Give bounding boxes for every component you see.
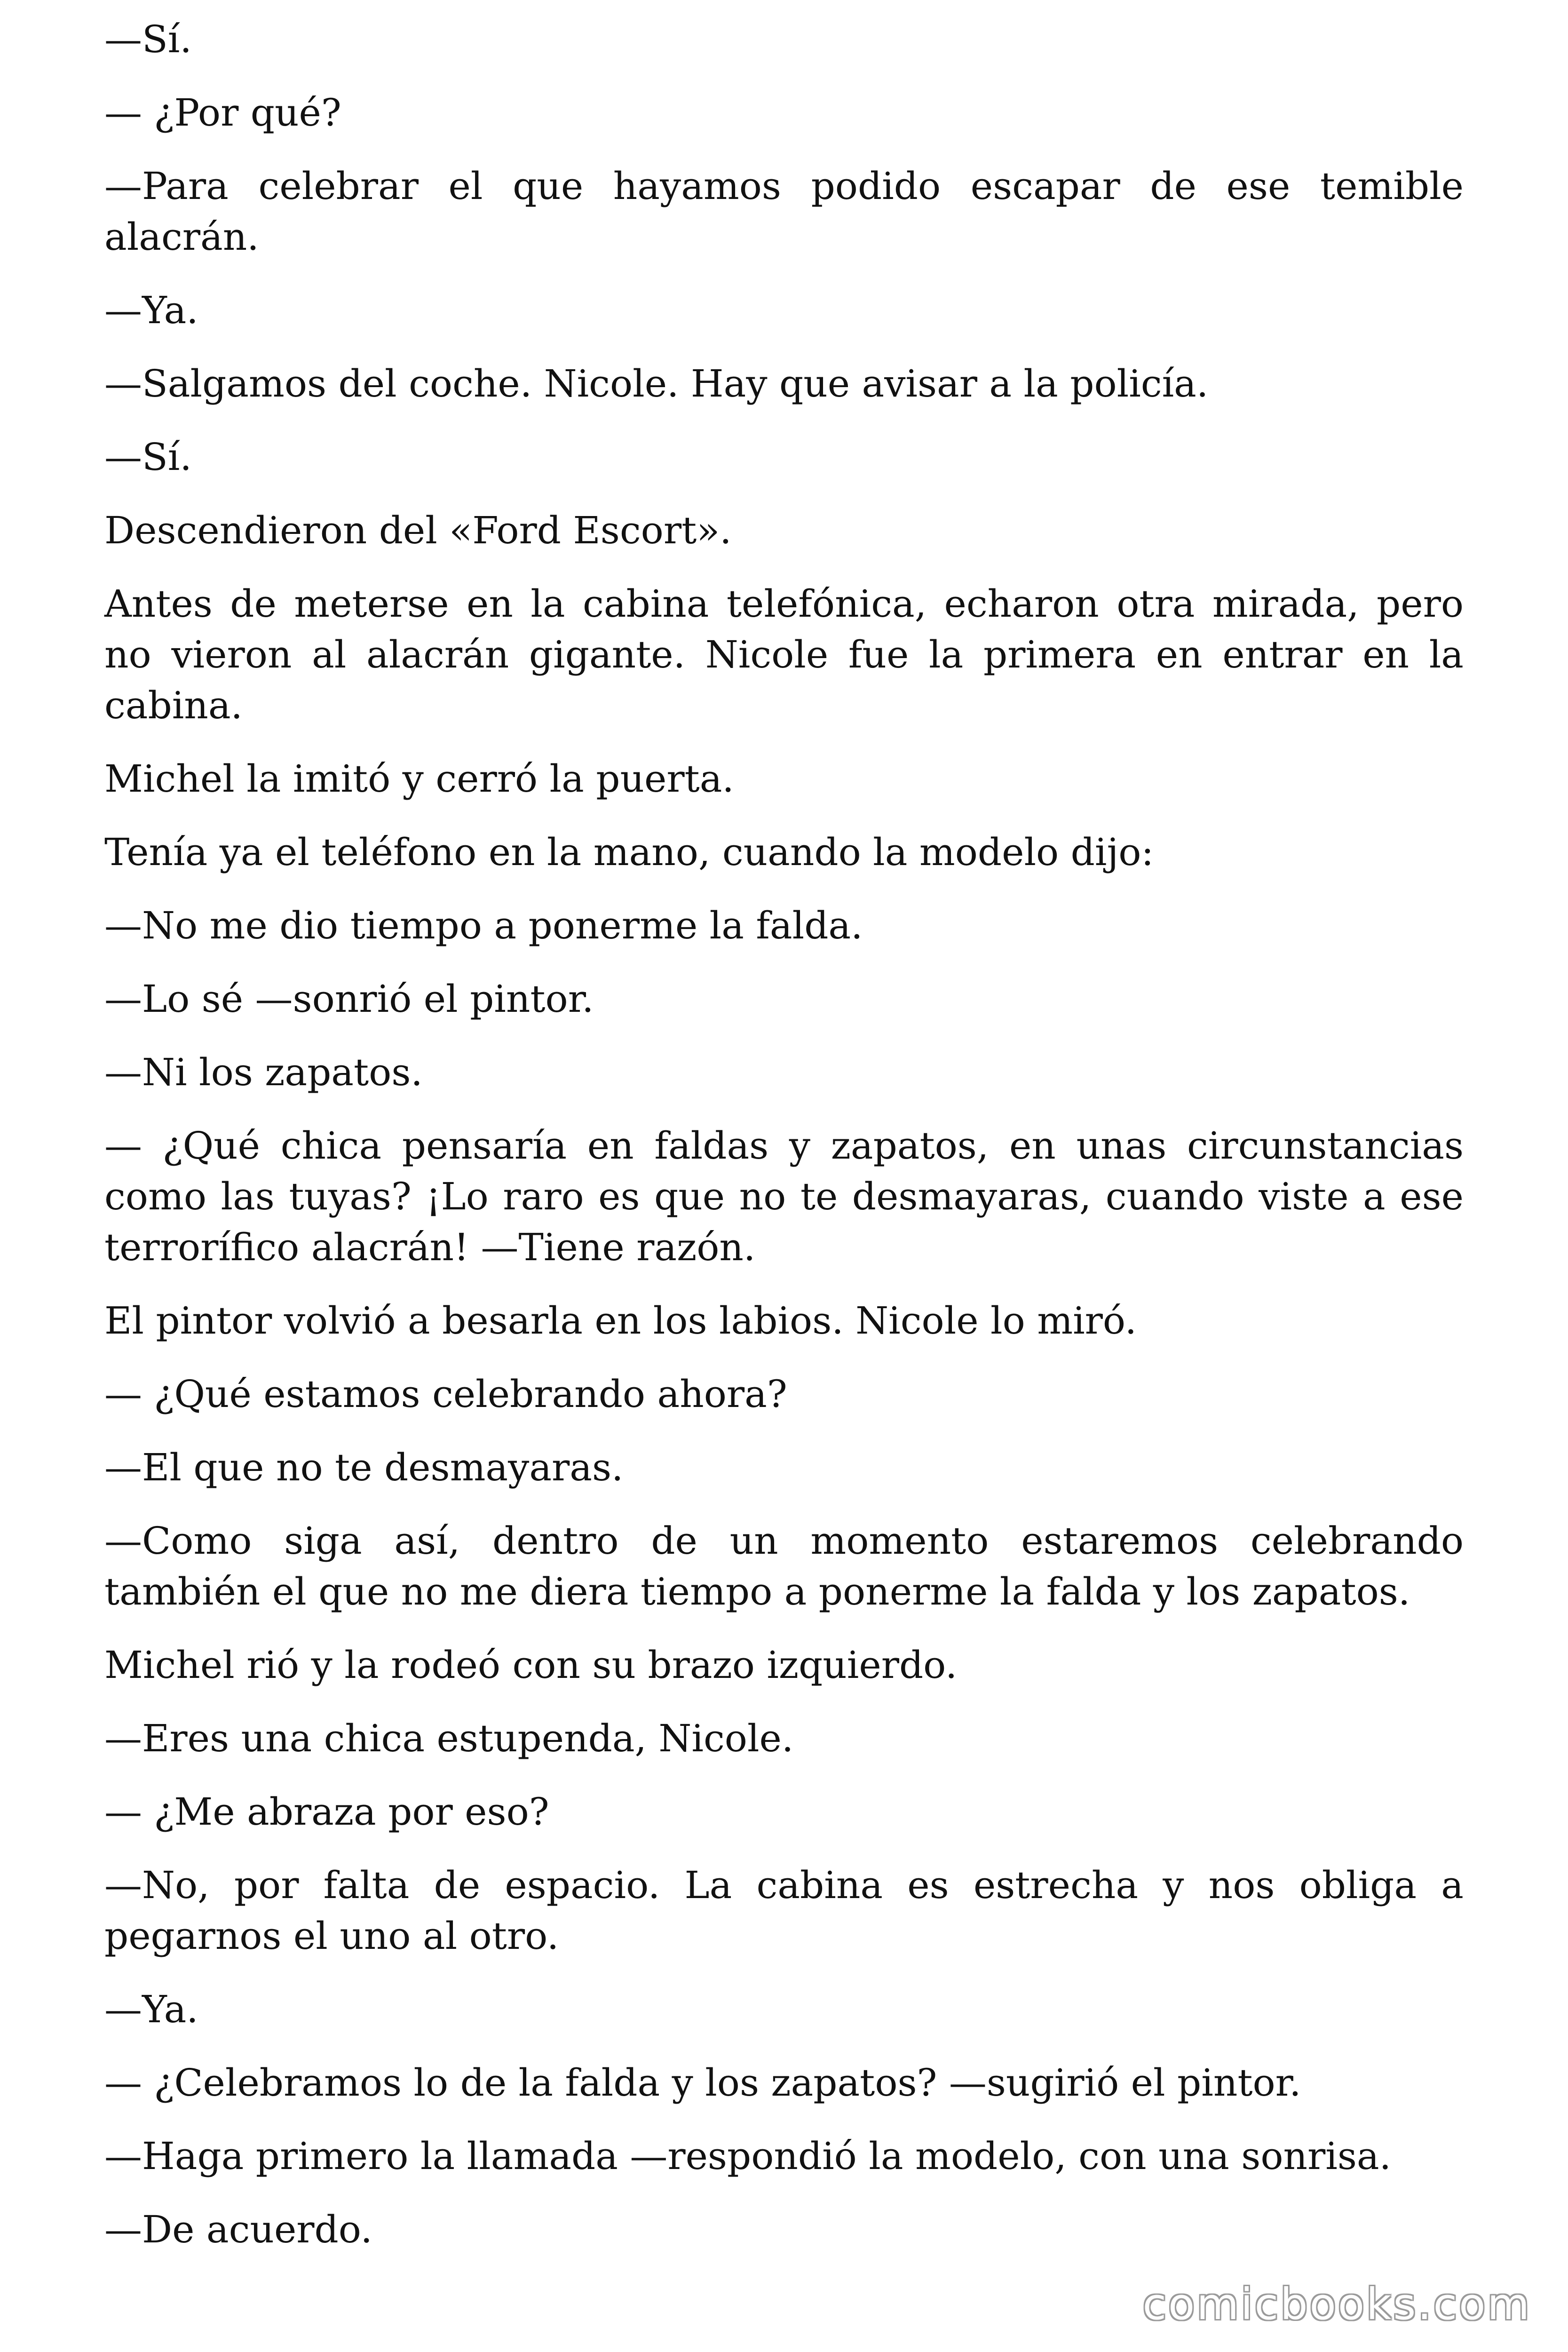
paragraph-24: — ¿Celebramos lo de la falda y los zapatos? —sugirió el pintor. bbox=[104, 2061, 1301, 2105]
paragraph-1: —Sí. bbox=[104, 17, 192, 61]
paragraph-4: —Ya. bbox=[104, 288, 198, 332]
paragraph-21: — ¿Me abraza por eso? bbox=[104, 1790, 549, 1834]
paragraph-18: —Como siga así, dentro de un momento estaremos celebrando también el que no me diera tiempo a ponerme la falda y los zapatos. bbox=[104, 1519, 1464, 1613]
paragraph-7: Descendieron del «Ford Escort». bbox=[104, 509, 732, 552]
paragraph-14: — ¿Qué chica pensaría en faldas y zapatos, en unas circunstancias como las tuyas? ¡Lo raro es que no te desmayaras, cuando viste a ese terrorífico alacrán! —Tiene razón. bbox=[104, 1124, 1464, 1269]
paragraph-6: —Sí. bbox=[104, 435, 192, 479]
paragraph-12: —Lo sé —sonrió el pintor. bbox=[104, 977, 594, 1021]
paragraph-8: Antes de meterse en la cabina telefónica, echaron otra mirada, pero no vieron al alacrán gigante. Nicole fue la primera en entrar en la cabina. bbox=[104, 582, 1464, 727]
paragraph-16: — ¿Qué estamos celebrando ahora? bbox=[104, 1372, 787, 1416]
paragraph-20: —Eres una chica estupenda, Nicole. bbox=[104, 1716, 794, 1760]
paragraph-2: — ¿Por qué? bbox=[104, 91, 341, 135]
paragraph-15: El pintor volvió a besarla en los labios. Nicole lo miró. bbox=[104, 1299, 1137, 1343]
paragraph-25: —Haga primero la llamada —respondió la modelo, con una sonrisa. bbox=[104, 2134, 1392, 2178]
paragraph-17: —El que no te desmayaras. bbox=[104, 1446, 624, 1489]
paragraph-13: —Ni los zapatos. bbox=[104, 1050, 423, 1094]
paragraph-3: —Para celebrar el que hayamos podido escapar de ese temible alacrán. bbox=[104, 164, 1464, 259]
paragraph-22: —No, por falta de espacio. La cabina es estrecha y nos obliga a pegarnos el uno al otro. bbox=[104, 1863, 1464, 1958]
watermark-logo: comicbooks.com bbox=[1142, 2279, 1531, 2329]
paragraph-26: —De acuerdo. bbox=[104, 2208, 372, 2251]
paragraph-5: —Salgamos del coche. Nicole. Hay que avisar a la policía. bbox=[104, 362, 1209, 405]
paragraph-9: Michel la imitó y cerró la puerta. bbox=[104, 757, 734, 801]
text-column bbox=[104, 14, 1464, 2278]
paragraph-11: —No me dio tiempo a ponerme la falda. bbox=[104, 904, 863, 947]
paragraph-10: Tenía ya el teléfono en la mano, cuando la modelo dijo: bbox=[104, 830, 1154, 874]
paragraph-23: —Ya. bbox=[104, 1987, 198, 2031]
paragraph-19: Michel rió y la rodeó con su brazo izquierdo. bbox=[104, 1643, 958, 1687]
